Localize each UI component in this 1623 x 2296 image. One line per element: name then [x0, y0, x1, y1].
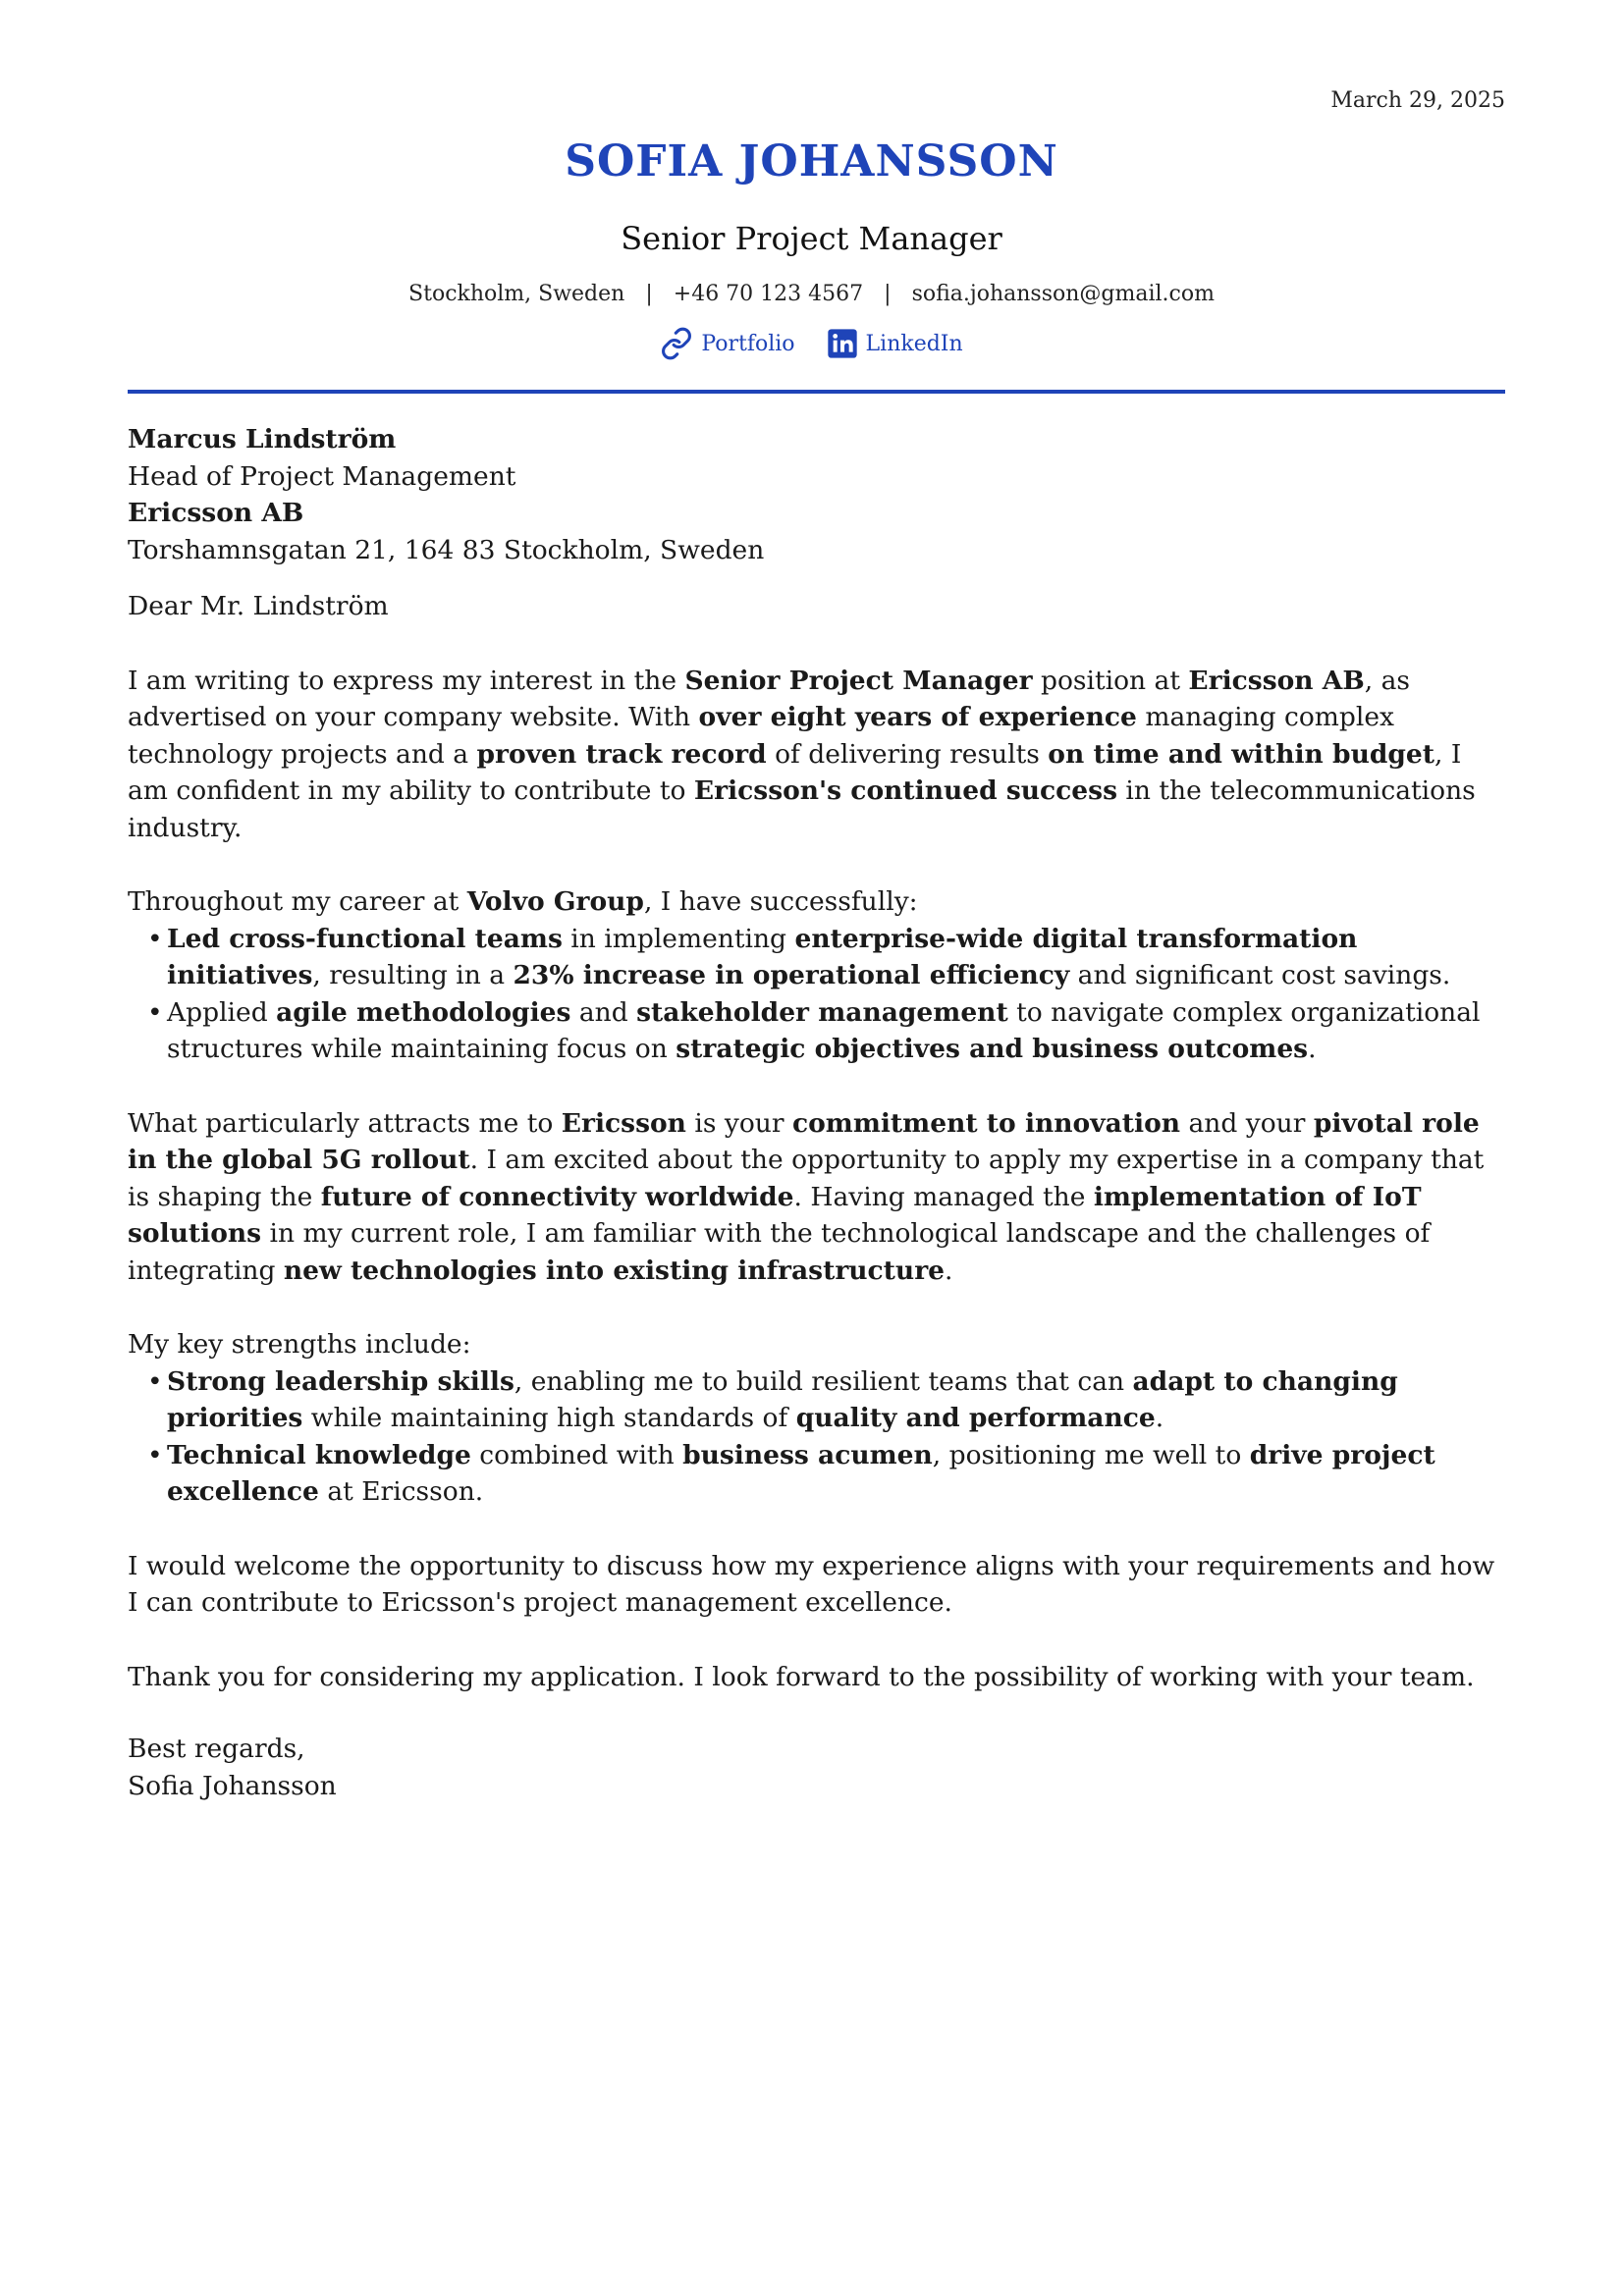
text-run: , as advertised on your company website. With: [128, 665, 1410, 732]
bold-text-run: agile methodologies: [276, 996, 571, 1028]
bold-text-run: commitment to innovation: [791, 1107, 1181, 1139]
link-icon: [660, 327, 693, 360]
text-run: , positioning me well to: [932, 1439, 1250, 1470]
strengths-section: [128, 1326, 1495, 1511]
text-run: combined with: [470, 1439, 683, 1470]
text-run: My key strengths include:: [128, 1329, 471, 1360]
text-run: in the telecommunications industry.: [128, 775, 1476, 843]
bold-text-run: Strong leadership skills: [167, 1365, 514, 1397]
bold-text-run: adapt to changing priorities: [167, 1365, 1398, 1433]
text-run: .: [945, 1255, 953, 1286]
text-run: and your: [1180, 1107, 1314, 1139]
paragraph-intro: [128, 663, 1495, 847]
contact-line: [128, 284, 1495, 305]
text-run: , enabling me to build resilient teams that can: [514, 1365, 1133, 1397]
salutation: Dear Mr. Lindström: [128, 591, 389, 621]
contact-location: Stockholm, Sweden: [408, 282, 625, 306]
bold-text-run: business acumen: [682, 1439, 933, 1470]
bold-text-run: new technologies into existing infrastructure: [283, 1255, 946, 1286]
contact-email[interactable]: sofia.johansson@gmail.com: [911, 282, 1215, 306]
header-divider: [128, 390, 1505, 394]
strengths-intro: [128, 1326, 1495, 1363]
text-run: of delivering results: [766, 738, 1049, 770]
closing-block: [128, 1731, 1495, 1804]
paragraph-thanks: [128, 1659, 1495, 1696]
bold-text-run: Senior Project Manager: [684, 665, 1033, 696]
paragraph-motivation: [128, 1105, 1495, 1290]
applicant-title: Senior Project Manager: [621, 220, 1002, 257]
recipient-address: Torshamnsgatan 21, 164 83 Stockholm, Sweden: [128, 534, 765, 565]
bold-text-run: Ericsson: [561, 1107, 686, 1139]
strength-bullet: [147, 1437, 1495, 1511]
text-run: at Ericsson.: [318, 1476, 484, 1507]
text-run: Throughout my career at: [128, 886, 467, 917]
text-run: I am writing to express my interest in the: [128, 665, 685, 696]
applicant-name: SOFIA JOHANSSON: [565, 136, 1058, 187]
bold-text-run: Ericsson's continued success: [693, 775, 1117, 806]
contact-separator: |: [884, 282, 892, 306]
text-run: to navigate complex organizational structures while maintaining focus on: [167, 996, 1481, 1064]
text-run: . I am excited about the opportunity to apply my expertise in a company that is shaping the: [128, 1145, 1485, 1212]
closing-regards: Best regards,: [128, 1734, 305, 1764]
bold-text-run: 23% increase in operational efficiency: [513, 960, 1070, 990]
bold-text-run: on time and within budget: [1048, 738, 1434, 770]
letter-date: March 29, 2025: [1330, 88, 1505, 113]
career-section: [128, 883, 1495, 1068]
bold-text-run: future of connectivity worldwide: [320, 1181, 794, 1212]
text-run: is your: [685, 1107, 792, 1139]
bold-text-run: implementation of IoT solutions: [128, 1181, 1422, 1249]
recipient-role: Head of Project Management: [128, 460, 516, 492]
text-run: , I have successfully:: [643, 886, 918, 917]
portfolio-link[interactable]: [660, 327, 794, 360]
text-run: and: [570, 996, 637, 1028]
text-run: in my current role, I am familiar with the technological landscape and the challenges of integrating: [128, 1218, 1431, 1286]
text-run: , resulting in a: [312, 960, 514, 990]
bold-text-run: Ericsson AB: [1188, 665, 1365, 696]
text-run: while maintaining high standards of: [302, 1403, 796, 1433]
bold-text-run: over eight years of experience: [698, 702, 1137, 732]
strength-bullet: [147, 1363, 1495, 1437]
text-run: I would welcome the opportunity to discuss how my experience aligns with your requirements and how I can contribute to Ericsson's project management excellence.: [128, 1550, 1495, 1618]
strengths-bullet-list: [128, 1363, 1495, 1511]
bold-text-run: pivotal role in the global 5G rollout: [128, 1107, 1480, 1175]
career-bullet: [147, 921, 1495, 994]
linkedin-icon: [827, 328, 858, 359]
text-run: position at: [1032, 665, 1189, 696]
contact-separator: |: [645, 282, 653, 306]
bold-text-run: proven track record: [476, 738, 767, 770]
text-run: , I am confident in my ability to contribute to: [128, 738, 1462, 806]
contact-phone: +46 70 123 4567: [673, 282, 864, 306]
text-run: managing complex technology projects and a: [128, 702, 1394, 770]
bold-text-run: Volvo Group: [466, 886, 644, 917]
bold-text-run: strategic objectives and business outcomes: [676, 1034, 1309, 1064]
text-run: . Having managed the: [793, 1181, 1094, 1212]
recipient-name: Marcus Lindström: [128, 424, 397, 454]
text-run: in implementing: [562, 923, 795, 954]
bold-text-run: enterprise-wide digital transformation initiatives: [167, 923, 1358, 990]
text-run: What particularly attracts me to: [128, 1107, 562, 1139]
bold-text-run: quality and performance: [795, 1403, 1156, 1433]
bold-text-run: Technical knowledge: [167, 1439, 471, 1470]
linkedin-link[interactable]: [827, 328, 963, 359]
bold-text-run: Led cross-functional teams: [167, 923, 563, 954]
text-run: .: [1308, 1034, 1317, 1064]
career-bullet-list: [128, 921, 1495, 1068]
portfolio-label: Portfolio: [701, 331, 795, 356]
text-run: Thank you for considering my application. I look forward to the possibility of working with your team.: [128, 1661, 1475, 1692]
bold-text-run: stakeholder management: [636, 996, 1008, 1028]
text-run: Applied: [167, 996, 277, 1028]
text-run: and significant cost savings.: [1069, 960, 1451, 990]
career-intro: [128, 883, 1495, 921]
recipient-block: [128, 421, 1495, 568]
text-run: .: [1155, 1403, 1164, 1433]
recipient-company: Ericsson AB: [128, 498, 304, 528]
signature-name: Sofia Johansson: [128, 1770, 337, 1801]
profile-links: [128, 327, 1495, 360]
linkedin-label: LinkedIn: [865, 331, 963, 356]
letter-body: [128, 421, 1495, 1804]
paragraph-discussion: [128, 1548, 1495, 1622]
career-bullet: [147, 994, 1495, 1068]
bold-text-run: drive project excellence: [167, 1439, 1435, 1507]
